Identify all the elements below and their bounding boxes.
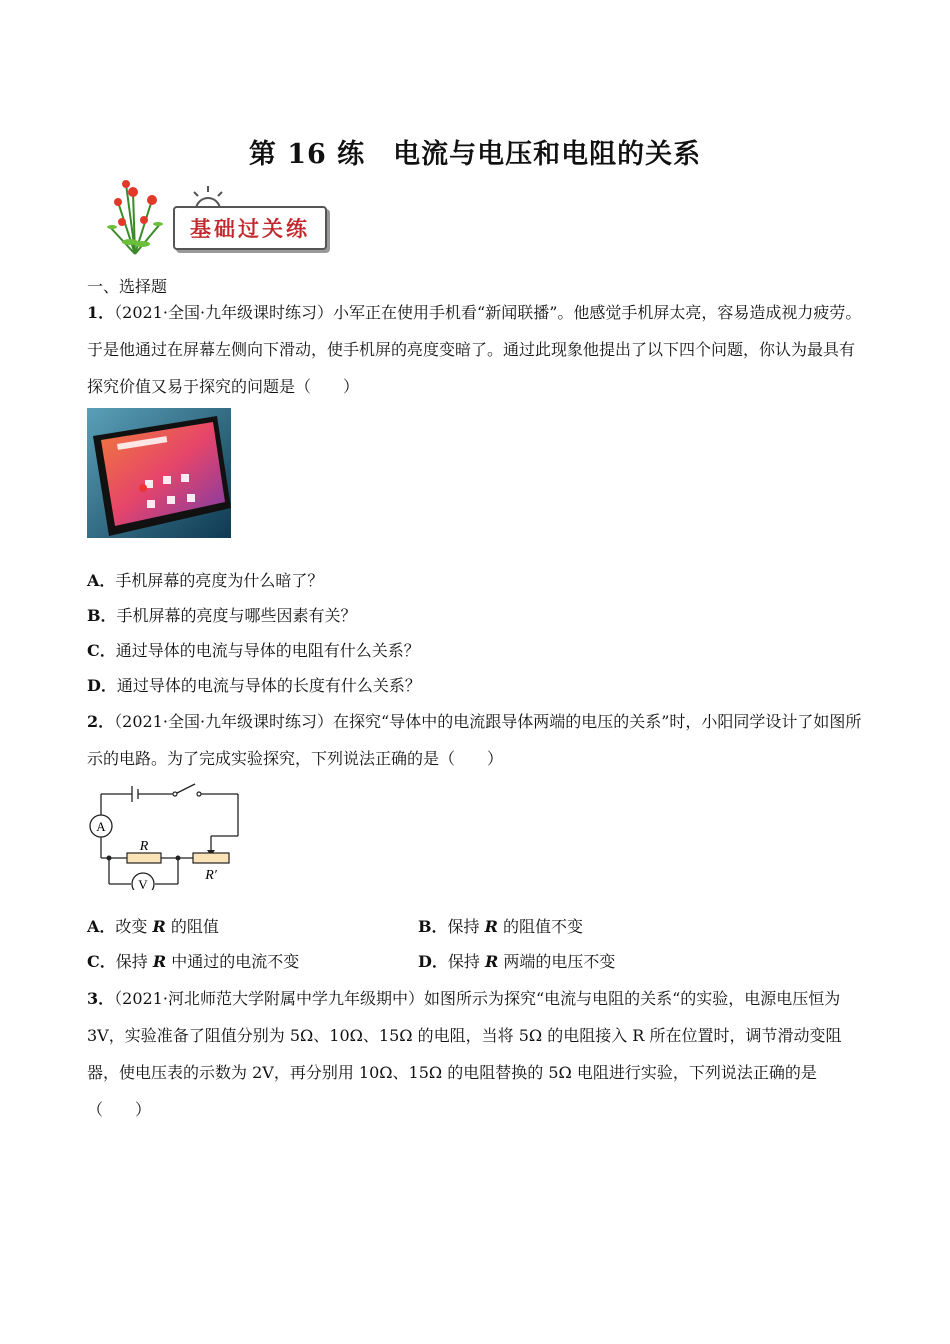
question-text: （2021·全国·九年级课时练习）在探究“导体中的电流跟导体两端的电压的关系”时，小阳同学设计了如图所示的电路。为了完成实验探究，下列说法正确的是（ ） (87, 712, 862, 768)
variable: R (152, 917, 166, 936)
flower-icon (100, 172, 170, 256)
section-banner (100, 172, 340, 256)
q1-option-a (87, 569, 323, 593)
option-letter: A． (87, 571, 116, 590)
q1-option-d (87, 674, 421, 698)
circuit-diagram (87, 778, 242, 890)
q1-option-b (87, 604, 357, 628)
option-letter: C． (87, 641, 116, 660)
section-heading: 一、选择题 (87, 277, 168, 296)
voltmeter-label: V (138, 877, 148, 890)
option-text: 通过导体的电流与导体的长度有什么关系？ (116, 676, 421, 695)
option-text: 手机屏幕的亮度为什么暗了？ (115, 571, 324, 590)
question-2 (87, 703, 863, 777)
question-1 (87, 294, 863, 405)
q2-option-b (418, 915, 583, 939)
phone-photo (87, 408, 231, 538)
question-number: 2． (87, 712, 115, 731)
resistor-label: R (139, 839, 149, 854)
q2-option-d (418, 950, 615, 974)
q2-option-c (87, 950, 299, 974)
banner-label: 基础过关练 (173, 206, 327, 250)
variable: R (152, 952, 167, 971)
option-text: 两端的电压不变 (498, 952, 616, 971)
option-text: 保持 (447, 917, 485, 936)
option-letter: A． (87, 917, 116, 936)
question-3 (87, 980, 863, 1128)
option-text: 的阻值不变 (497, 917, 584, 936)
option-letter: D． (87, 676, 117, 695)
option-text: 的阻值 (165, 917, 219, 936)
option-text: 保持 (115, 952, 153, 971)
question-text: （2021·河北师范大学附属中学九年级期中）如图所示为探究“电流与电阻的关系“的实验，电源电压恒为 3V，实验准备了阻值分别为 5Ω、10Ω、15Ω 的电阻，当将 5Ω 的电阻接入 R 所在位置时，调节滑动变阻器，使电压表的示数为 2V，再分别用 10Ω、15Ω 的电阻替换的 5Ω 电阻进行实验，下列说法正确的是（ ） (87, 989, 842, 1119)
option-text: 改变 (115, 917, 153, 936)
question-number: 1． (87, 303, 115, 322)
option-text: 保持 (447, 952, 485, 971)
option-text: 通过导体的电流与导体的电阻有什么关系？ (115, 641, 420, 660)
option-text: 中通过的电流不变 (166, 952, 300, 971)
rheostat-label: R′ (205, 868, 217, 883)
ammeter-label: A (96, 819, 106, 834)
q1-option-c (87, 639, 420, 663)
option-letter: D． (418, 952, 448, 971)
q2-option-a (87, 915, 219, 939)
variable: R (484, 917, 498, 936)
option-letter: C． (87, 952, 116, 971)
option-letter: B． (418, 917, 448, 936)
question-number: 3． (87, 989, 115, 1008)
variable: R (484, 952, 499, 971)
question-text: （2021·全国·九年级课时练习）小军正在使用手机看“新闻联播”。他感觉手机屏太亮，容易造成视力疲劳。于是他通过在屏幕左侧向下滑动，使手机屏的亮度变暗了。通过此现象他提出了以下四个问题，你认为最具有探究价值又易于探究的问题是（ ） (87, 303, 862, 396)
option-letter: B． (87, 606, 117, 625)
option-text: 手机屏幕的亮度与哪些因素有关？ (116, 606, 357, 625)
page-title: 第 16 练 电流与电压和电阻的关系 (248, 139, 702, 170)
